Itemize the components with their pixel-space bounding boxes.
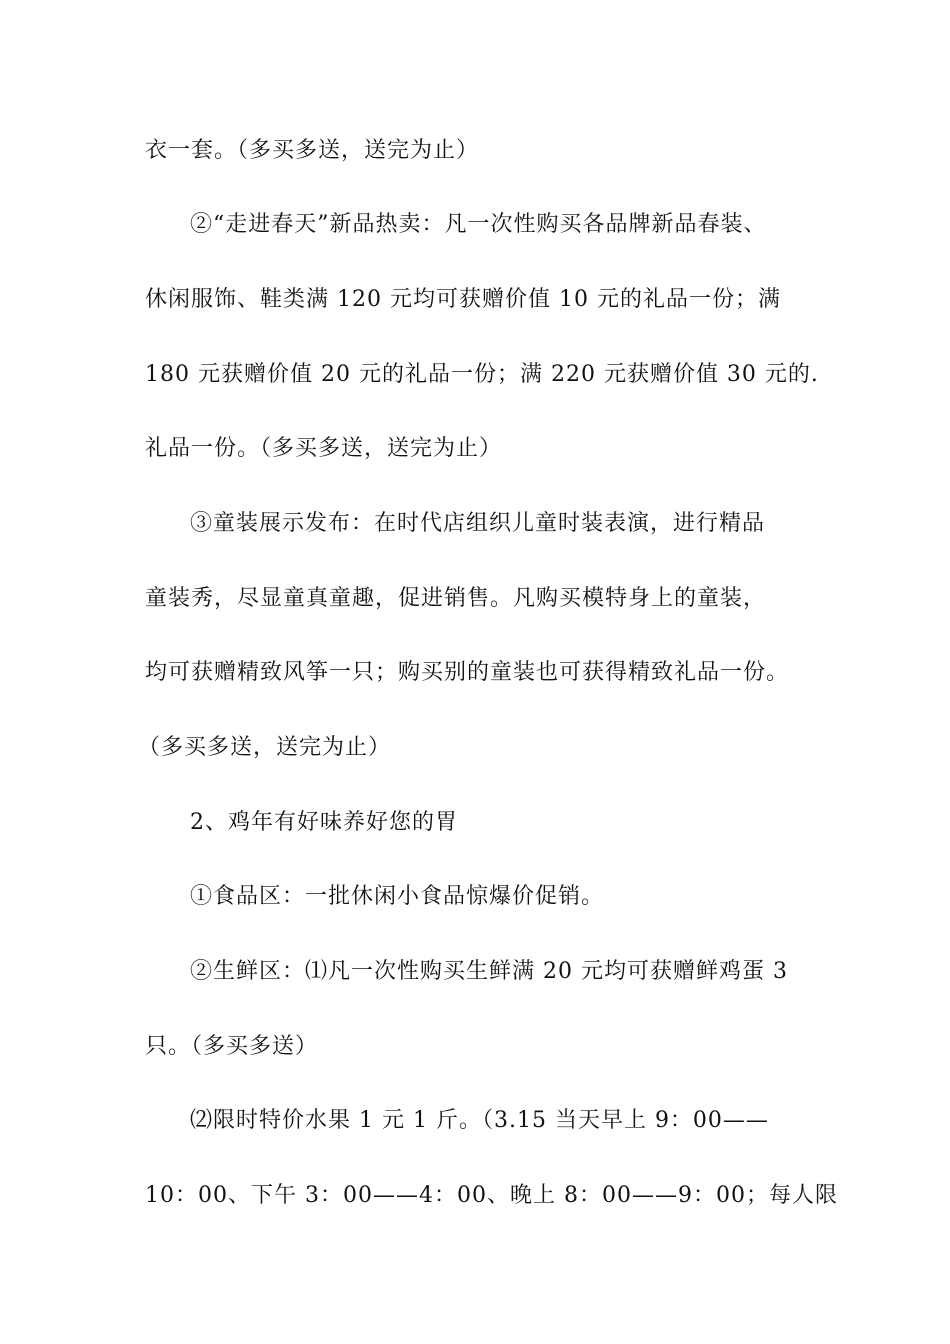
- text-line: ③童装展示发布：在时代店组织儿童时装表演，进行精品: [190, 511, 766, 536]
- text-line: 休闲服饰、鞋类满 120 元均可获赠价值 10 元的礼品一份；满: [145, 287, 781, 312]
- text-line: 衣一套。（多买多送，送完为止）: [145, 138, 480, 163]
- text-line: ⑵限时特价水果 1 元 1 斤。（3.15 当天早上 9：00——: [190, 1108, 769, 1133]
- text-line: ①食品区：一批休闲小食品惊爆价促销。: [190, 884, 605, 909]
- text-line: 10：00、下午 3：00——4：00、晚上 8：00——9：00；每人限: [145, 1183, 838, 1208]
- text-line: 童装秀，尽显童真童趣，促进销售。凡购买模特身上的童装，: [145, 586, 767, 611]
- text-line: 均可获赠精致风筝一只；购买别的童装也可获得精致礼品一份。: [145, 660, 790, 685]
- text-line: ②生鲜区：⑴凡一次性购买生鲜满 20 元均可获赠鲜鸡蛋 3: [190, 959, 788, 984]
- text-line: 礼品一份。（多买多送，送完为止）: [145, 436, 503, 461]
- text-line: （多买多送，送完为止）: [138, 735, 392, 760]
- text-line: 180 元获赠价值 20 元的礼品一份；满 220 元获赠价值 30 元的.: [145, 362, 819, 387]
- text-line: 只。（多买多送）: [145, 1034, 319, 1059]
- text-line: ②“走进春天”新品热卖：凡一次性购买各品牌新品春装、: [190, 212, 767, 237]
- section-heading: 2、鸡年有好味养好您的胃: [190, 810, 458, 835]
